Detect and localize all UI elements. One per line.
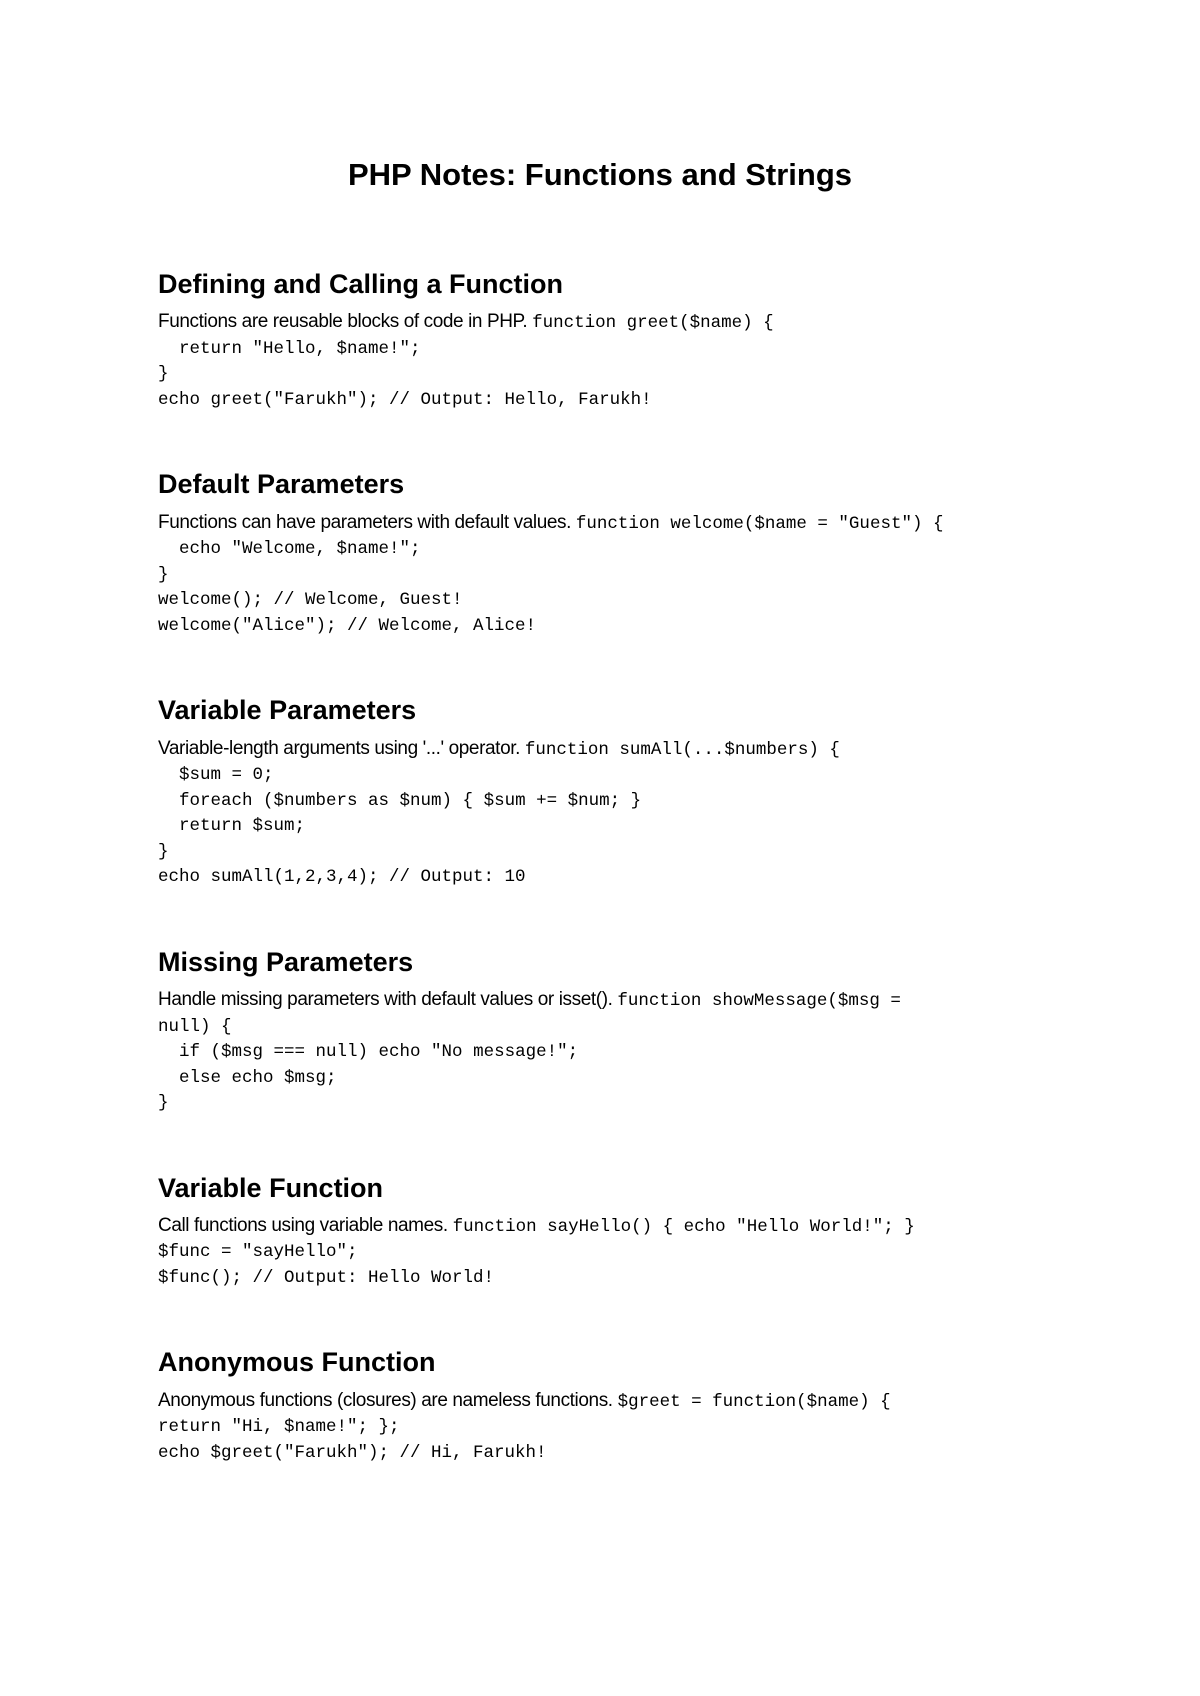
section-body [158, 1214, 1058, 1291]
document-content [158, 268, 1058, 1465]
section-spacer [158, 638, 1058, 694]
section-description: Anonymous functions (closures) are nameless functions. [158, 1389, 618, 1411]
code-snippet: function sayHello() { echo "Hello World!"; } $func = "sayHello"; $func(); // Output: Hello World! [158, 1216, 915, 1288]
section-spacer [158, 412, 1058, 468]
section-defining-calling-function [158, 268, 1058, 412]
section-heading: Variable Function [158, 1172, 384, 1203]
section-description: Call functions using variable names. [158, 1214, 453, 1236]
section-body [158, 1389, 1058, 1466]
section-spacer [158, 1290, 1058, 1346]
section-body [158, 310, 1058, 412]
section-heading: Missing Parameters [158, 946, 414, 977]
section-heading: Anonymous Function [158, 1347, 436, 1378]
section-heading: Default Parameters [158, 469, 405, 500]
section-heading: Variable Parameters [158, 695, 417, 726]
section-heading: Defining and Calling a Function [158, 269, 563, 299]
section-variable-parameters [158, 694, 1058, 889]
document-title: PHP Notes: Functions and Strings [347, 157, 853, 192]
code-snippet: function sumAll(...$numbers) { $sum = 0; foreach ($numbers as $num) { $sum += $num; } return $sum; } echo sumAll(1,2,3,4); // Output: 10 [158, 739, 840, 888]
section-description: Variable-length arguments using '...' operator. [158, 737, 525, 759]
section-spacer [158, 1116, 1058, 1172]
section-variable-function [158, 1172, 1058, 1291]
section-missing-parameters [158, 946, 1058, 1116]
section-default-parameters [158, 468, 1058, 638]
code-snippet: function welcome($name = "Guest") { echo "Welcome, $name!"; } welcome(); // Welcome, Guest! welcome("Alice"); // Welcome, Alice! [158, 513, 944, 636]
section-body [158, 737, 1058, 890]
code-snippet: function showMessage($msg = null) { if ($msg === null) echo "No message!"; else echo $msg; } [158, 991, 901, 1114]
section-description: Functions are reusable blocks of code in PHP. [158, 311, 533, 333]
code-snippet: function greet($name) { return "Hello, $name!"; } echo greet("Farukh"); // Output: Hello, Farukh! [158, 313, 774, 410]
section-spacer [158, 890, 1058, 946]
section-anonymous-function [158, 1346, 1058, 1465]
section-description: Functions can have parameters with default values. [158, 511, 576, 533]
code-snippet: $greet = function($name) { return "Hi, $name!"; }; echo $greet("Farukh"); // Hi, Farukh! [158, 1391, 891, 1463]
section-body [158, 511, 1058, 639]
section-body [158, 988, 1058, 1116]
section-description: Handle missing parameters with default values or isset(). [158, 989, 618, 1011]
